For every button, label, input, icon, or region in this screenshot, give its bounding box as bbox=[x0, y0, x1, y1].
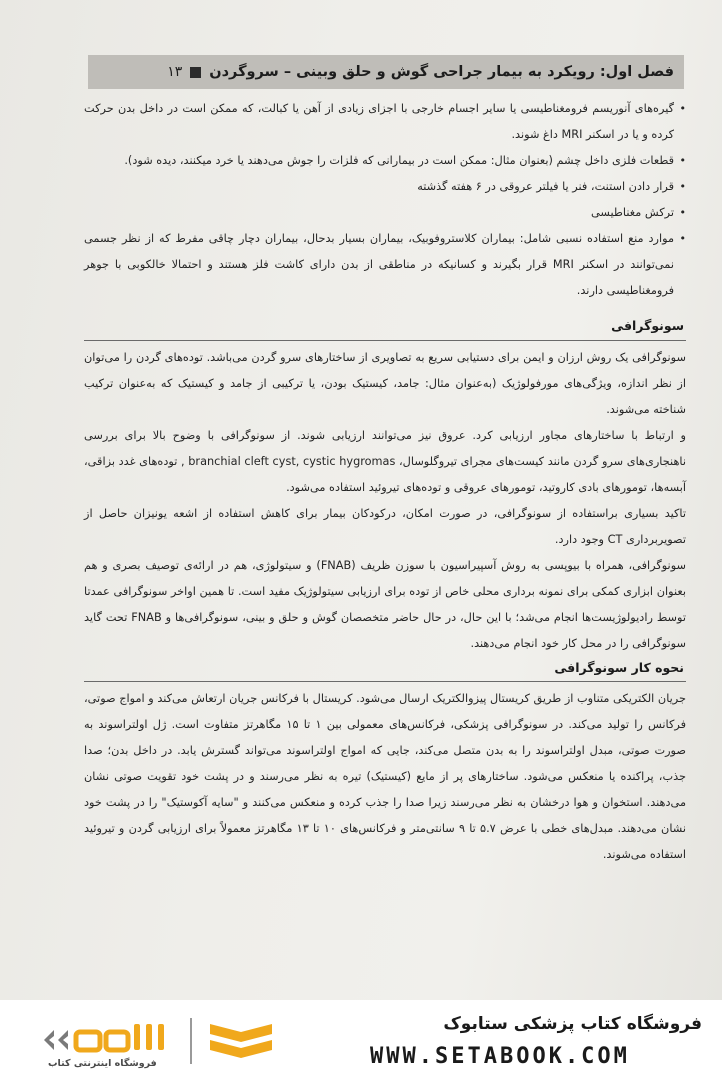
list-item: • ترکش مغناطیسی bbox=[84, 200, 686, 226]
shop-name: فروشگاه کتاب پزشکی ستابوک bbox=[443, 1014, 702, 1034]
sonography-section bbox=[84, 345, 686, 657]
paragraph: تاکید بسیاری براستفاده از سونوگرافی، در صورت امکان، درکودکان بیمار برای کاهش استفاده از اشعه یونیزان حاصل از تصویربرداری CT وجود دارد. bbox=[84, 507, 686, 546]
how-it-works-section bbox=[84, 686, 686, 868]
sonography-heading: سونوگرافی bbox=[611, 318, 684, 333]
list-item: • گیره‌های آنوریسم فرومغناطیسی یا سایر اجسام خارجی با اجزای زیادی از آهن یا کبالت، که ممکن است در داخل بدن حرکت کرده و یا در اسکنر MRI داغ شوند. bbox=[84, 96, 686, 148]
chapter-header bbox=[88, 55, 684, 89]
store-footer bbox=[0, 1000, 722, 1080]
paragraph: و ارتباط با ساختارهای مجاور ارزیابی کرد. عروق نیز می‌توانند ارزیابی شوند. از سونوگرافی با وضوح بالا برای بررسی ناهنجاری‌های سرو گردن مانند کیست‌های مجرای تیروگلوسال، branchial cleft cyst, cystic hygromas , توده‌های غدد بزاقی، آبسه‌ها، تومورهای بادی کاروتید، تومورهای عروقی و توده‌های تیروئید استفاده می‌شود. bbox=[84, 429, 686, 494]
section-divider bbox=[84, 681, 686, 682]
chapter-title: فصل اول: رویکرد به بیمار جراحی گوش و حلق وبینی – سروگردن bbox=[209, 64, 674, 80]
how-it-works-heading: نحوه کار سونوگرافی bbox=[554, 660, 684, 675]
list-item: • قرار دادن استنت، فنر یا فیلتر عروقی در ۶ هفته گذشته bbox=[84, 174, 686, 200]
paragraph: جریان الکتریکی متناوب از طریق کریستال پیزوالکتریک ارسال می‌شود. کریستال با فرکانس جریان ارتعاش می‌کند و امواج صوتی، فرکانس را تولید می‌کند. در سونوگرافی پزشکی، فرکانس‌های معمولی بین ۱ تا ۱۵ مگاهرتز متفاوت است. ژل اولتراسوند به صورت صوتی، مبدل اولتراسوند را به بدن متصل می‌کند، جایی که امواج اولتراسوند می‌تواند گسترش یابد. در داخل بدن؛ صدا جذب، پراکنده یا منعکس می‌شود. ساختارهای پر از مایع (کیستیک) تیره به نظر می‌رسند و در پشت خود تقویت صوتی نشان می‌دهند. استخوان و هوا درخشان به نظر می‌رسند زیرا صدا را جذب کرده و منعکس می‌کنند و "سایه آکوستیک" را در پشت خود نشان می‌دهند. مبدل‌های خطی با عرض ۵.۷ تا ۹ سانتی‌متر و فرکانس‌های ۱۰ تا ۱۳ مگاهرتز معمولاً برای ارزیابی گردن و تیروئید استفاده می‌شوند. bbox=[84, 692, 686, 861]
header-square-icon bbox=[190, 67, 201, 78]
contraindication-list bbox=[84, 96, 686, 304]
list-item: • موارد منع استفاده نسبی شامل: بیماران کلاستروفوبیک، بیماران بسیار بدحال، بیماران دچار چاقی مفرط که از نظر جسمی نمی‌توانند در اسکنر MRI قرار بگیرند و کسانیکه در مناطقی از بدن دارای کاشت فلز هستند و احتمالا خالکوبی با جوهر فرومغناطیسی دارند. bbox=[84, 226, 686, 304]
paragraph: سونوگرافی، همراه با بیوپسی به روش آسپیراسیون با سوزن ظریف (FNAB) و سیتولوژی، هم در ارائه‌ی توصیف بصری و هم بعنوان ابزاری کمکی برای نمونه برداری محلی خاص از توده برای ارزیابی سیتولوژیک مفید است. تا همین اواخر سونوگرافی عمدتا توسط رادیولوژیست‌ها انجام می‌شد؛ با این حال، در حال حاضر متخصصان گوش و حلق و بینی، سونوگرافی‌ها و FNAB تحت گاید سونوگرافی را در محل کار خود انجام می‌دهند. bbox=[84, 559, 687, 650]
page-number: ۱۳ bbox=[167, 64, 183, 80]
footer-divider bbox=[190, 1018, 192, 1064]
brand-tagline: فروشگاه اینترنتی کتاب bbox=[48, 1058, 157, 1069]
list-item: • قطعات فلزی داخل چشم (بعنوان مثال: ممکن است در بیمارانی که فلزات را جوش می‌دهند یا خرد میکنند، دیده شود). bbox=[84, 148, 686, 174]
section-divider bbox=[84, 340, 686, 341]
book-stack-logo-icon bbox=[206, 1018, 276, 1068]
paragraph: سونوگرافی یک روش ارزان و ایمن برای دستیابی سریع به تصاویری از ساختارهای سرو گردن می‌باشد. توده‌های گردن را می‌توان از نظر اندازه، ویژگی‌های مورفولوژیک (به‌عنوان مثال: جامد، کیستیک بودن، یا ترکیبی از جامد و کیستیک که به‌عنوان ترکیب شناخته می‌شوند. bbox=[84, 351, 686, 416]
shop-url[interactable]: WWW.SETABOOK.COM bbox=[370, 1044, 630, 1069]
